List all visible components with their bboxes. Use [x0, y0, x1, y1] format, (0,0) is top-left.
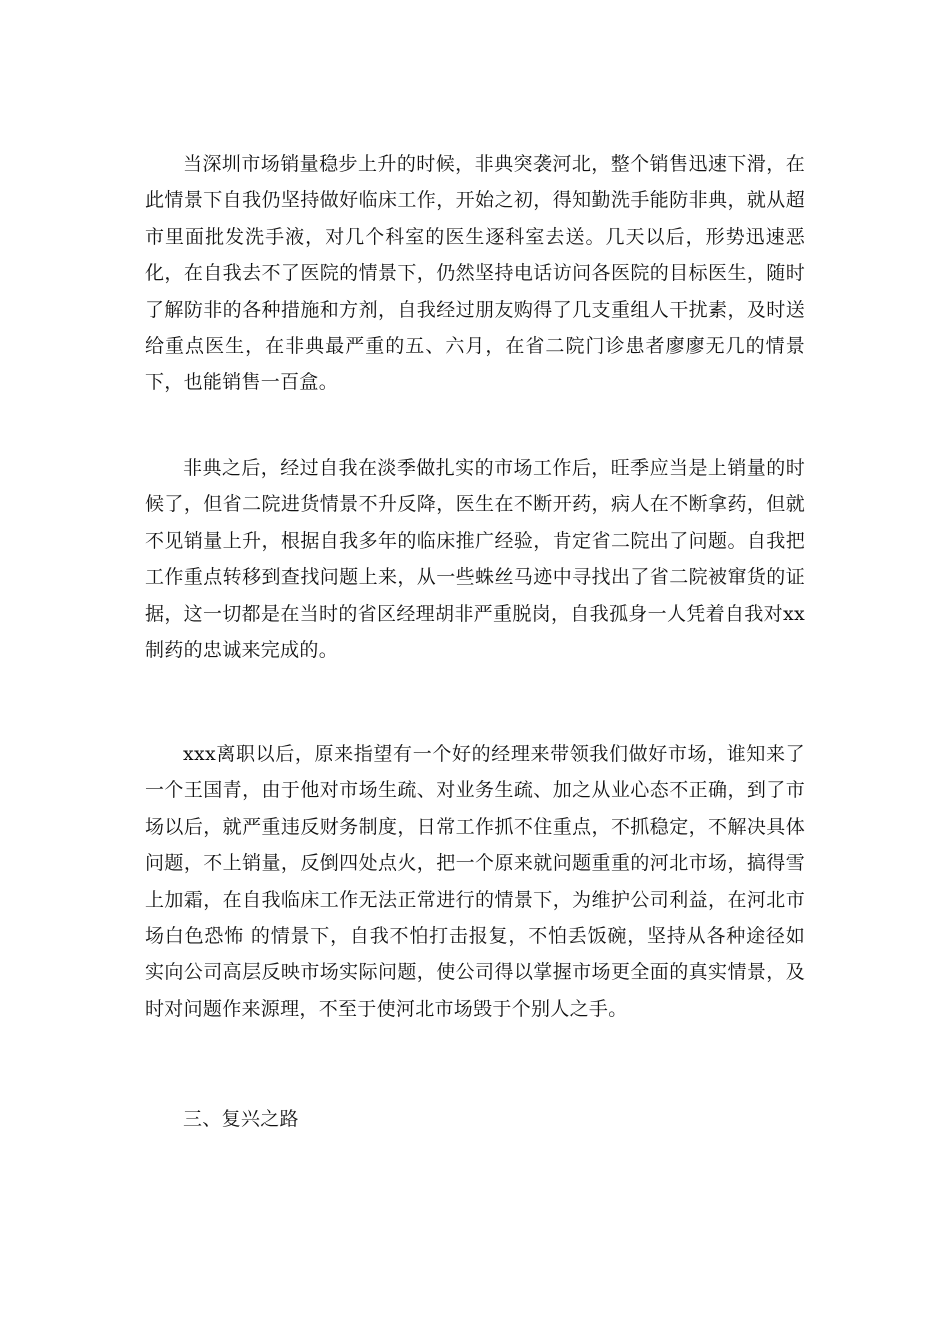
paragraph-sars-sales: 当深圳市场销量稳步上升的时候，非典突袭河北，整个销售迅速下滑，在此情景下自我仍坚持做好临床工作，开始之初，得知勤洗手能防非典，就从超市里面批发洗手液，对几个科室的医生逐科室去送。几天以后，形势迅速恶化，在自我去不了医院的情景下，仍然坚持电话访问各医院的目标医生，随时了解防非的各种措施和方剂，自我经过朋友购得了几支重组人干扰素，及时送给重点医生，在非典最严重的五、六月，在省二院门诊患者廖廖无几的情景下，也能销售一百盒。	[145, 153, 805, 394]
paragraph-post-sars-investigation: 非典之后，经过自我在淡季做扎实的市场工作后，旺季应当是上销量的时候了，但省二院进货情景不升反降，医生在不断开药，病人在不断拿药，但就不见销量上升，根据自我多年的临床推广经验，肯定省二院出了问题。自我把工作重点转移到查找问题上来，从一些蛛丝马迹中寻找出了省二院被窜货的证据，这一切都是在当时的省区经理胡非严重脱岗，自我孤身一人凭着自我对xx制药的忠诚来完成的。	[145, 457, 805, 662]
section-heading: 三、复兴之路	[183, 1108, 299, 1130]
paragraph-manager-issues: xxx离职以后，原来指望有一个好的经理来带领我们做好市场，谁知来了一个王国青，由于他对市场生疏、对业务生疏、加之从业心态不正确，到了市场以后，就严重违反财务制度，日常工作抓不住重点，不抓稳定，不解决具体问题，不上销量，反倒四处点火，把一个原来就问题重重的河北市场，搞得雪上加霜，在自我临床工作无法正常进行的情景下，为维护公司利益，在河北市场白色恐怖 的情景下，自我不怕打击报复，不怕丢饭碗，坚持从各种途径如实向公司高层反映市场实际问题，使公司得以掌握市场更全面的真实情景，及时对问题作来源理，不至于使河北市场毁于个别人之手。	[145, 743, 805, 1020]
